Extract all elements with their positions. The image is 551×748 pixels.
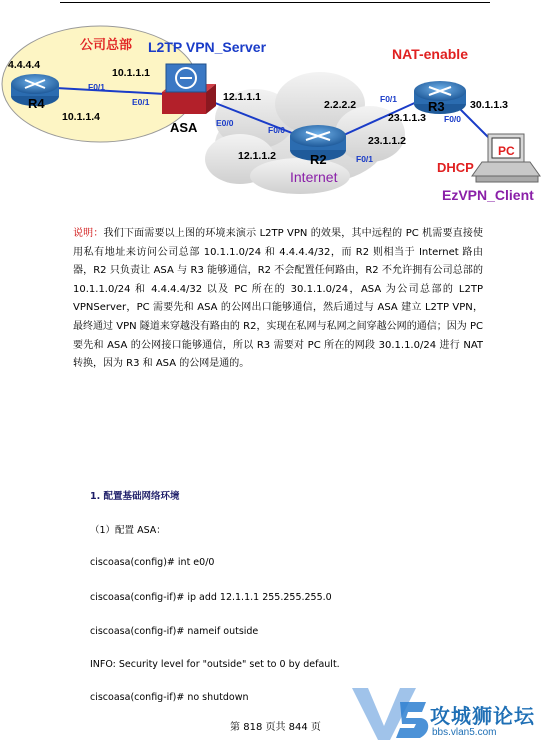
client-label: EzVPN_Client [442, 187, 534, 203]
server-label: L2TP VPN_Server [148, 39, 267, 55]
nat-label: NAT-enable [392, 46, 468, 62]
description-paragraph [73, 225, 483, 374]
ip-label: 12.1.1.1 [223, 91, 261, 103]
ip-label: 10.1.1.1 [112, 67, 150, 79]
description-text: 我们下面需要以上图的环境来演示 L2TP VPN 的效果，其中远程的 PC 机需要直接使用私有地址来访问公司总部 10.1.1.0/24 和 4.4.4.4/32，而 R2 则相当于 Internet 路由器，R2 只负责让 ASA 与 R3 能够通信，R2 不会配置任何路由，R2 不允许拥有公司总部的 10.1.1.0/24 和 4.4.4.4/32 以及 PC 所在的 30.1.1.0/24，ASA 为公司总部的 L2TP VPNServer，PC 需要先和 ASA 的公网出口能够通信，然后通过与 ASA 建立 L2TP VPN，最终通过 VPN 隧道来穿越没有路由的 R2，实现在私网与私网之间穿越公网的通信；因为 PC 要先和 ASA 的公网接口能够通信，所以 R3 需要对 PC 所在的网段 30.1.1.0/24 进行 NAT 转换，因为 R3 和 ASA 的公网是通的。 [73, 228, 483, 370]
asa-firewall-icon [162, 64, 216, 114]
ip-label: 12.1.1.2 [238, 150, 276, 162]
page-footer: 第 818 页共 844 页 [230, 722, 321, 733]
interface-label: F0/1 [88, 82, 106, 92]
r2-label: R2 [310, 152, 327, 167]
watermark-brand: 攻城狮论坛 [430, 704, 535, 728]
interface-label: E0/0 [216, 118, 234, 128]
ip-label: 23.1.1.2 [368, 135, 406, 147]
interface-label: F0/1 [380, 94, 398, 104]
interface-label: E0/1 [132, 97, 150, 107]
interface-label: F0/1 [356, 154, 374, 164]
r4-label: R4 [28, 96, 45, 111]
note-label: 说明： [73, 228, 104, 239]
info-line: INFO: Security level for "outside" set to 0 by default. [90, 659, 340, 670]
command-line: ciscoasa(config-if)# ip add 12.1.1.1 255.255.255.0 [90, 592, 332, 603]
r3-label: R3 [428, 99, 445, 114]
header-rule [60, 2, 490, 3]
ip-label: 4.4.4.4 [8, 59, 41, 71]
ip-label: 30.1.1.3 [470, 99, 508, 111]
command-line: ciscoasa(config-if)# no shutdown [90, 692, 249, 703]
network-topology-diagram [0, 4, 551, 214]
ip-label: 2.2.2.2 [324, 99, 357, 111]
ip-label: 23.1.1.3 [388, 112, 426, 124]
interface-label: F0/0 [444, 114, 462, 124]
watermark-url: bbs.vlan5.com [432, 727, 497, 738]
command-line: ciscoasa(config-if)# nameif outside [90, 626, 259, 637]
dhcp-label: DHCP [437, 160, 474, 175]
pc-label: PC [498, 144, 515, 158]
command-line: ciscoasa(config)# int e0/0 [90, 557, 215, 568]
asa-label: ASA [170, 120, 198, 135]
interface-label: F0/0 [268, 125, 286, 135]
subsection-heading: （1）配置 ASA： [90, 525, 166, 536]
pc-icon [472, 134, 540, 182]
internet-label: Internet [290, 169, 338, 185]
hq-label: 公司总部 [80, 37, 133, 52]
section-heading: 1. 配置基础网络环境 [90, 491, 180, 502]
ip-label: 10.1.1.4 [62, 111, 100, 123]
